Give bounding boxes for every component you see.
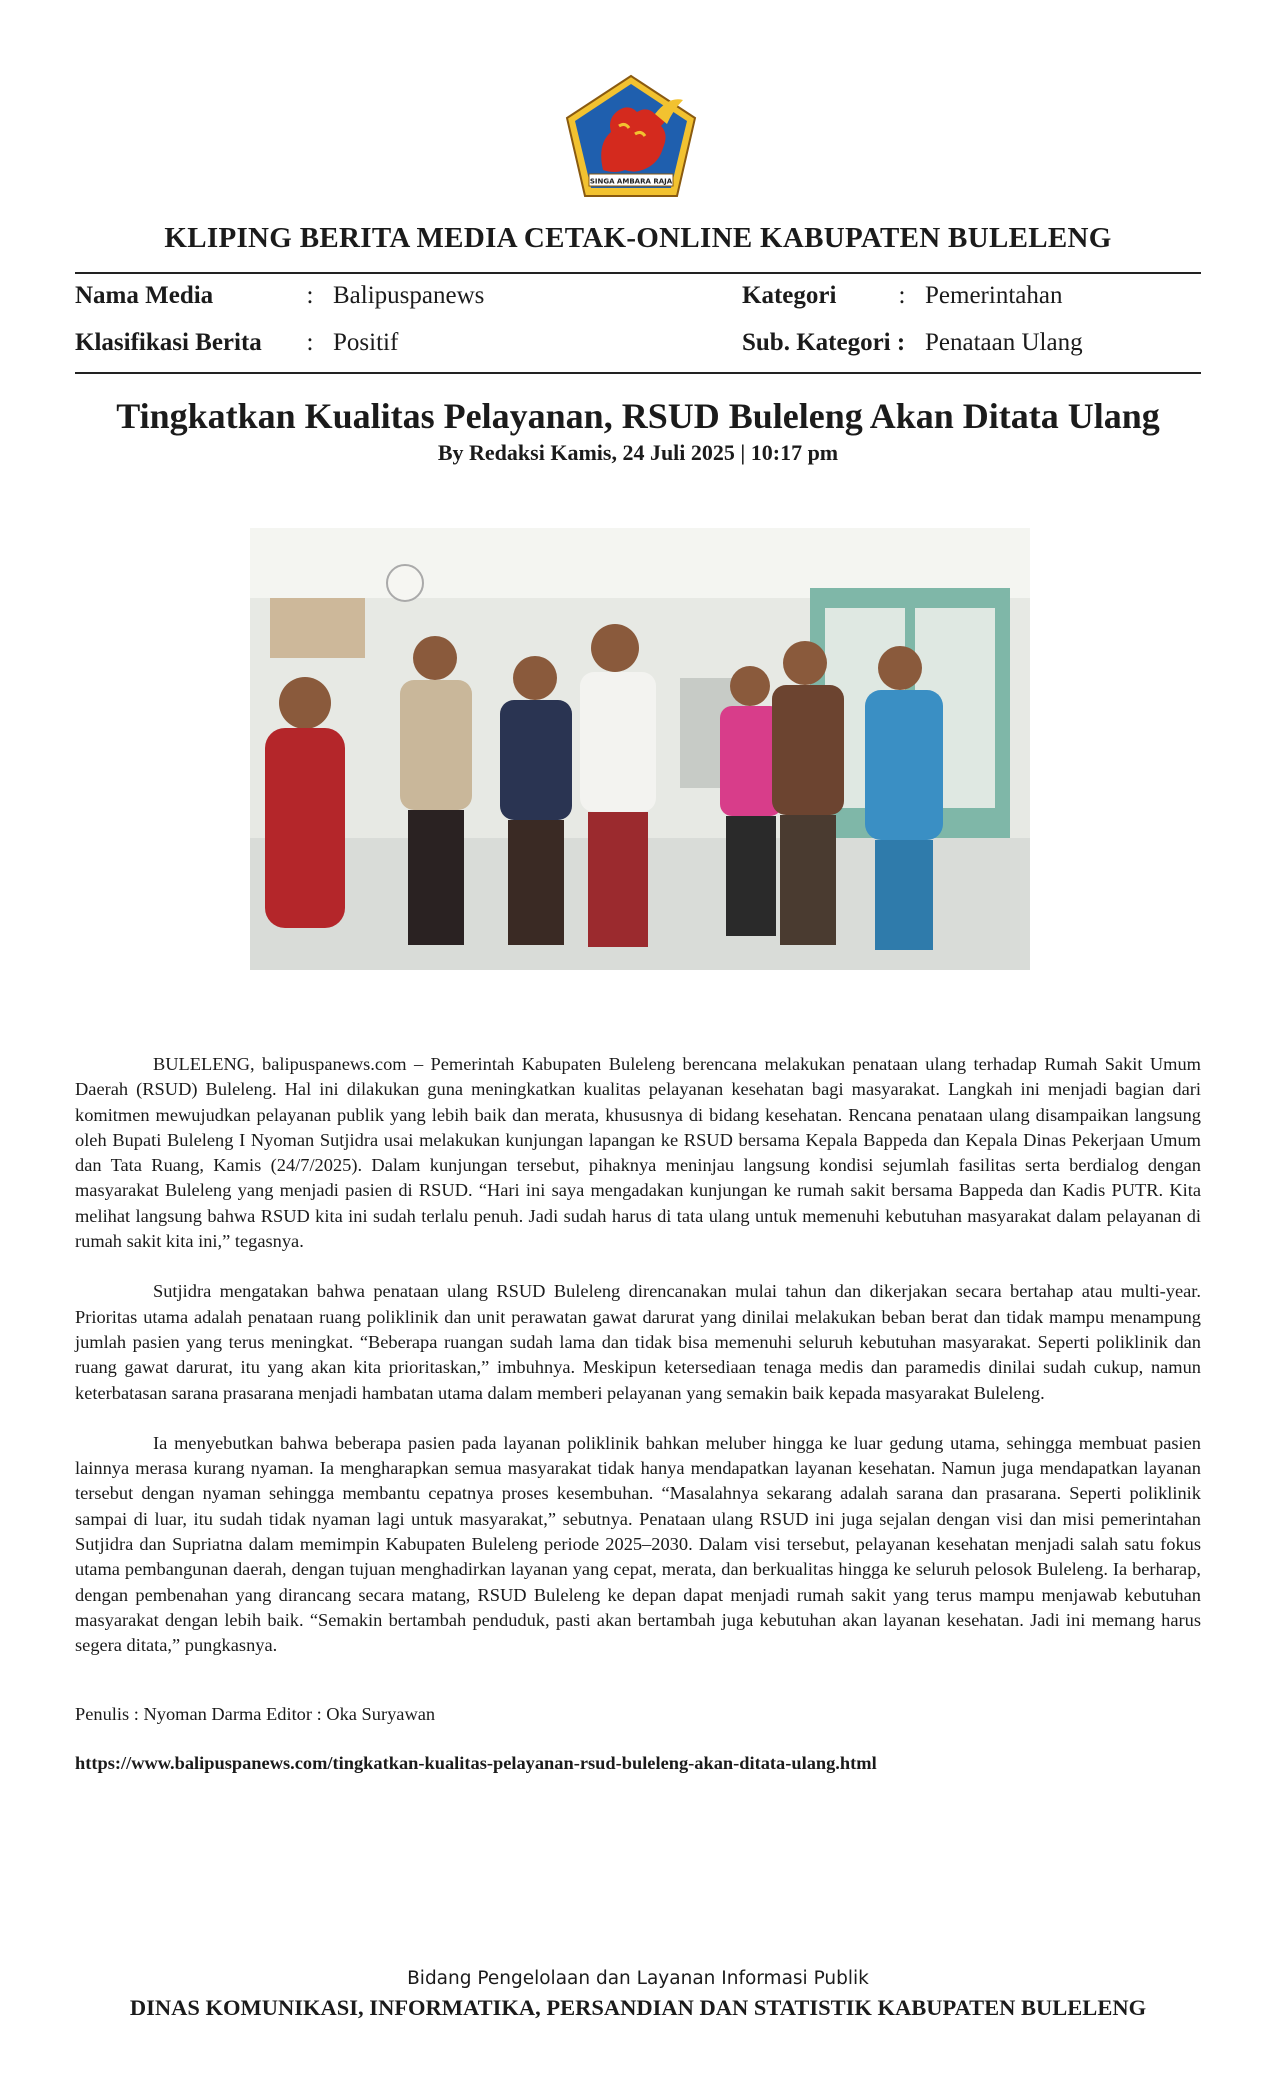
article-title: Tingkatkan Kualitas Pelayanan, RSUD Buleleng Akan Ditata Ulang — [116, 396, 1160, 436]
article-paragraph: Ia menyebutkan bahwa beberapa pasien pada layanan poliklinik bahkan meluber hingga ke luar gedung utama, sehingga membuat pasien lainnya merasa kurang nyaman. Ia mengharapkan semua masyarakat tidak hanya mendapatkan layanan kesehatan. Namun juga mendapatkan layanan tersebut dengan nyaman sehingga membantu cepatnya proses kesembuhan. “Masalahnya sekarang adalah sarana dan prasarana. Seperti poliklinik sampai di luar, itu sudah tidak nyaman lagi untuk masyarakat,” sebutnya. Penataan ulang RSUD ini juga sejalan dengan visi dan misi pemerintahan Sutjidra dan Supriatna dalam memimpin Kabupaten Buleleng periode 2025–2030. Dalam visi tersebut, pelayanan kesehatan menjadi salah satu fokus utama pembangunan daerah, dengan tujuan menghadirkan layanan yang cepat, merata, dan berkualitas hingga ke seluruh pelosok Buleleng. Ia berharap, dengan pembenahan yang dirancang secara matang, RSUD Buleleng ke depan dapat menjadi rumah sakit yang terus mampu menjawab kebutuhan masyarakat dengan lebih baik. “Semakin bertambah penduduk, pasti akan bertambah juga kebutuhan akan layanan kesehatan. Jadi ini memang harus segera ditata,” pungkasnya. — [75, 1432, 1201, 1656]
meta-sub-kategori — [742, 329, 1083, 357]
emblem-motto: SINGA AMBARA RAJA — [589, 177, 673, 186]
header-divider-bottom — [75, 372, 1201, 374]
meta-value: Pemerintahan — [925, 282, 1063, 309]
footer-department: Bidang Pengelolaan dan Layanan Informasi Publik — [407, 1968, 869, 1989]
article-byline: By Redaksi Kamis, 24 Juli 2025 | 10:17 pm — [437, 440, 839, 465]
header-divider-top — [75, 272, 1201, 274]
hospital-visit-photo — [250, 528, 1030, 970]
meta-value: Penataan Ulang — [925, 329, 1083, 356]
meta-label: Nama Media — [75, 282, 214, 309]
article-credits: Penulis : Nyoman Darma Editor : Oka Suryawan — [75, 1704, 436, 1724]
meta-label: Klasifikasi Berita — [75, 329, 262, 356]
meta-colon: : — [306, 282, 314, 309]
article-paragraph: BULELENG, balipuspanews.com – Pemerintah Kabupaten Buleleng berencana melakukan penataan ulang terhadap Rumah Sakit Umum Daerah (RSUD) Buleleng. Hal ini dilakukan guna meningkatkan kualitas pelayanan kesehatan bagi masyarakat. Langkah ini menjadi bagian dari komitmen mewujudkan pelayanan publik yang lebih baik dan merata, khususnya di bidang kesehatan. Rencana penataan ulang disampaikan langsung oleh Bupati Buleleng I Nyoman Sutjidra usai melakukan kunjungan lapangan ke RSUD bersama Kepala Bappeda dan Kepala Dinas Pekerjaan Umum dan Tata Ruang, Kamis (24/7/2025). Dalam kunjungan tersebut, pihaknya meninjau langsung kondisi sejumlah fasilitas serta berdialog dengan masyarakat Buleleng yang menjadi pasien di RSUD. “Hari ini saya mengadakan kunjungan ke rumah sakit bersama Bappeda dan Kadis PUTR. Kita melihat langsung bahwa RSUD kita ini sudah terlalu penuh. Jadi sudah harus di tata ulang untuk memenuhi kebutuhan masyarakat dalam pelayanan di rumah sakit kita ini,” tegasnya. — [75, 1054, 1201, 1252]
meta-colon: : — [306, 329, 314, 356]
meta-colon: : — [898, 282, 906, 309]
meta-value: Positif — [333, 329, 399, 356]
meta-label: Sub. Kategori : — [742, 329, 906, 356]
lion-emblem-icon — [563, 74, 699, 200]
meta-klasifikasi — [75, 329, 398, 357]
article-photo — [250, 528, 1030, 970]
regency-emblem-logo — [563, 74, 699, 200]
article-body — [75, 1052, 1201, 1684]
meta-kategori — [742, 282, 1062, 310]
article-paragraph: Sutjidra mengatakan bahwa penataan ulang RSUD Buleleng direncanakan mulai tahun dan dikerjakan secara bertahap atau multi-year. Prioritas utama adalah penataan ruang poliklinik dan unit perawatan gawat darurat yang dinilai melakukan beban berat dan tidak mampu menampung jumlah pasien yang terus meningkat. “Beberapa ruangan sudah lama dan tidak bisa memenuhi seluruh kebutuhan masyarakat. Seperti poliklinik dan ruang gawat darurat, itu yang akan kita prioritaskan,” imbuhnya. Meskipun ketersediaan tenaga medis dan paramedis dinilai sudah cukup, namun keterbatasan sarana prasarana menjadi hambatan utama dalam memberi pelayanan yang semakin baik kepada masyarakat Buleleng. — [75, 1281, 1201, 1403]
meta-nama-media — [75, 282, 484, 310]
meta-value: Balipuspanews — [333, 282, 485, 309]
document-header-title: KLIPING BERITA MEDIA CETAK-ONLINE KABUPATEN BULELENG — [164, 222, 1112, 254]
footer-agency: DINAS KOMUNIKASI, INFORMATIKA, PERSANDIAN DAN STATISTIK KABUPATEN BULELENG — [129, 1995, 1147, 2020]
meta-label: Kategori — [742, 282, 837, 309]
article-source-url: https://www.balipuspanews.com/tingkatkan-kualitas-pelayanan-rsud-buleleng-akan-ditata-ulang.html — [75, 1753, 877, 1773]
